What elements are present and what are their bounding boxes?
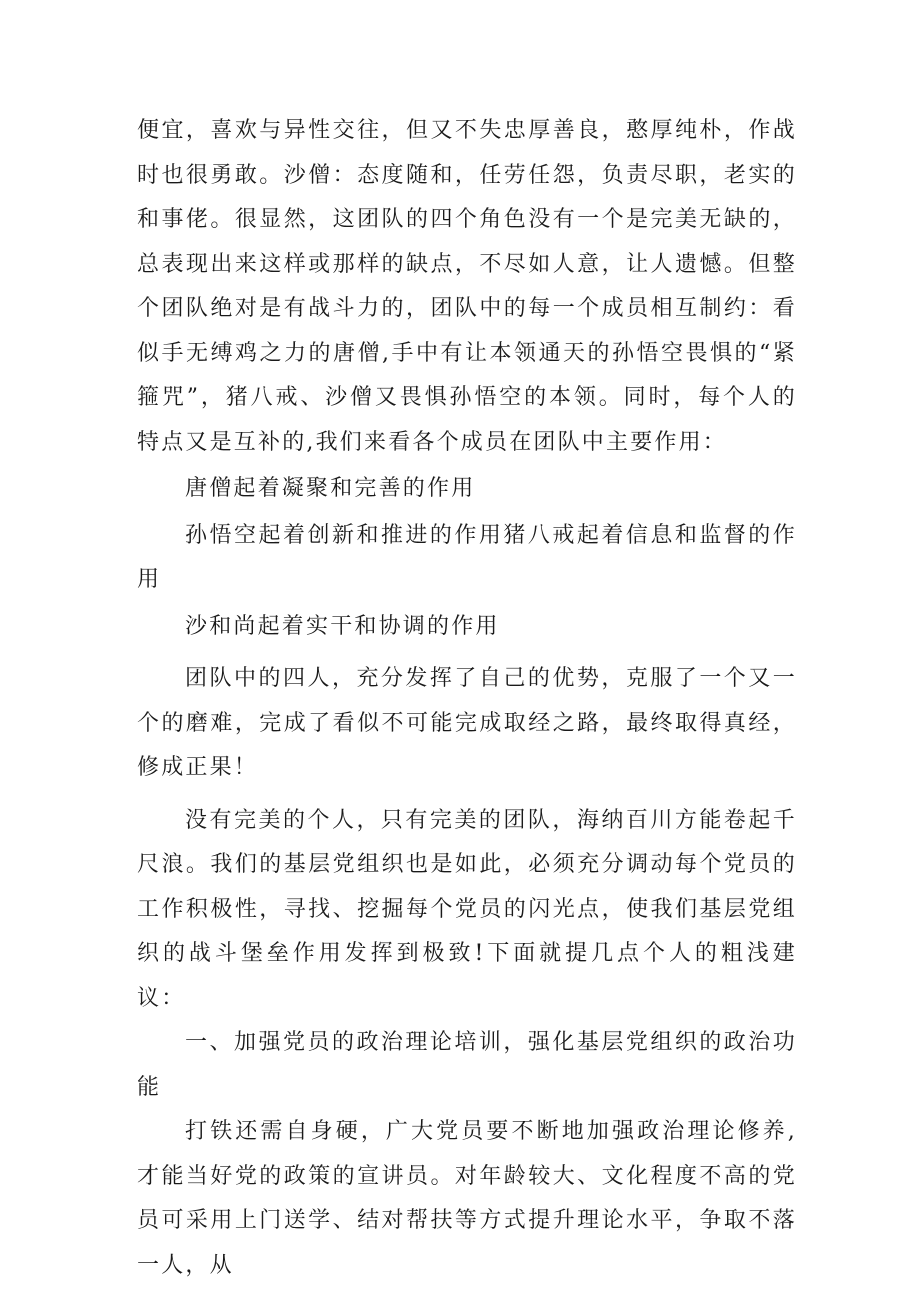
paragraph-team-summary: 团队中的四人，充分发挥了自己的优势，克服了一个又一个的磨难，完成了看似不可能完成取经之路，最终取得真经，修成正果！ xyxy=(137,666,797,780)
body-text xyxy=(137,109,797,1288)
paragraph-party-organization: 没有完美的个人，只有完美的团队，海纳百川方能卷起千尺浪。我们的基层党组织也是如此，必须充分调动每个党员的工作积极性，寻找、挖掘每个党员的闪光点，使我们基层党组织的战斗堡垒作用发挥到极致!下面就提几点个人的粗浅建议： xyxy=(137,807,797,1011)
paragraph-theory-training: 打铁还需自身硬，广大党员要不断地加强政治理论修养,才能当好党的政策的宣讲员。对年龄较大、文化程度不高的党员可采用上门送学、结对帮扶等方式提升理论水平，争取不落一人，从 xyxy=(137,1119,797,1278)
paragraph-tangseng-role: 唐僧起着凝聚和完善的作用 xyxy=(185,476,476,501)
section-heading-one: 一、加强党员的政治理论培训，强化基层党组织的政治功能 xyxy=(137,1030,797,1100)
paragraph-continuation: 便宜，喜欢与异性交往，但又不失忠厚善良，憨厚纯朴，作战时也很勇敢。沙僧：态度随和，任劳任怨，负责尽职，老实的和事佬。很显然，这团队的四个角色没有一个是完美无缺的，总表现出来这样或那样的缺点，不尽如人意，让人遗憾。但整个团队绝对是有战斗力的，团队中的每一个成员相互制约：看似手无缚鸡之力的唐僧,手中有让本领通天的孙悟空畏惧的“紧箍咒”，猪八戒、沙僧又畏惧孙悟空的本领。同时，每个人的特点又是互补的,我们来看各个成员在团队中主要作用： xyxy=(137,118,797,455)
paragraph-sunwukong-zhubajie-role: 孙悟空起着创新和推进的作用猪八戒起着信息和监督的作用 xyxy=(137,522,797,592)
paragraph-shaheshang-role: 沙和尚起着实干和协调的作用 xyxy=(185,613,500,639)
